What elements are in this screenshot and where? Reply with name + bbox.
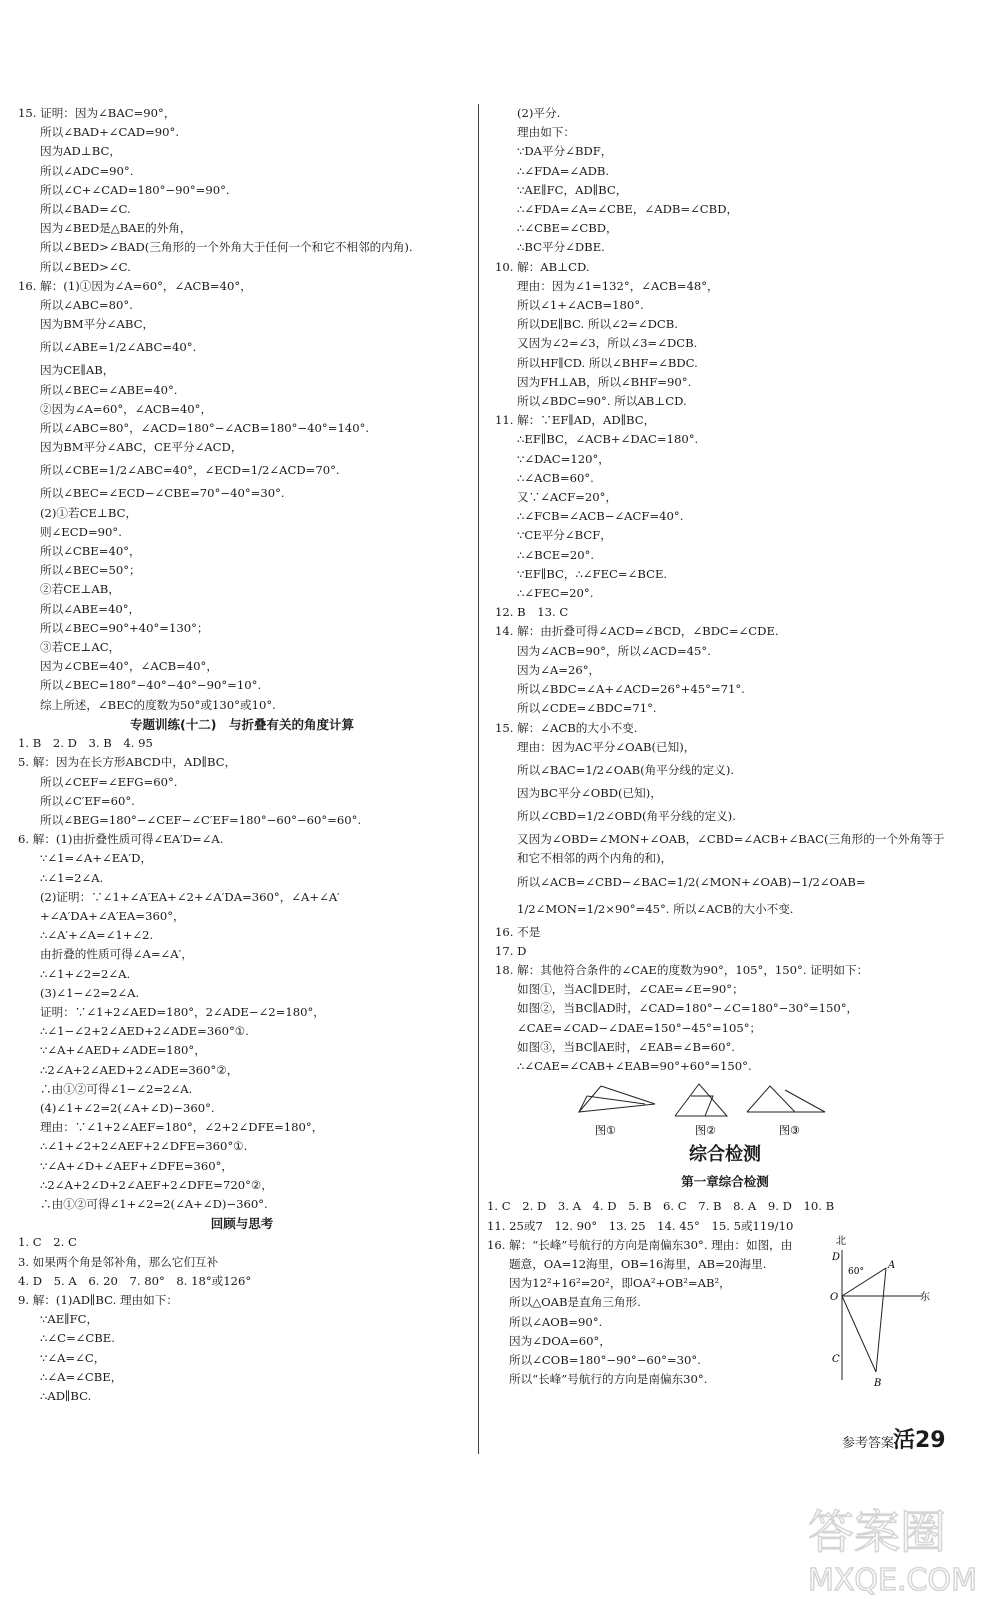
q16-line: 题意，OA=12海里，OB=16海里，AB=20海里. <box>509 1256 767 1271</box>
watermark-text-cn: 答案圈 <box>808 1505 946 1559</box>
left-line: ∴由①②可得∠1+∠2=2(∠A+∠D)−360°. <box>40 1196 268 1211</box>
right-line: ∵∠DAC=120°， <box>517 451 610 466</box>
right-line: 理由：因为AC平分∠OAB(已知)， <box>517 739 696 754</box>
left-line: 16. 解：(1)①因为∠A=60°，∠ACB=40°， <box>18 278 252 293</box>
column-divider <box>478 104 479 1454</box>
left-line: 3. 如果两个角是邻补角，那么它们互补 <box>18 1254 219 1269</box>
left-line: ∵∠1=∠A+∠EA′D， <box>40 851 153 866</box>
watermark-logo <box>790 1490 990 1600</box>
right-line: 14. 解：由折叠可得∠ACD=∠BCD，∠BDC=∠CDE. <box>495 624 779 639</box>
right-line: ∴∠ACB=60°. <box>517 470 594 485</box>
right-column <box>487 104 955 1396</box>
left-line: (3)∠1−∠2=2∠A. <box>40 985 140 1000</box>
q16-line: 因为∠DOA=60°， <box>509 1333 611 1348</box>
right-line: 因为∠ACB=90°，所以∠ACD=45°. <box>517 643 711 658</box>
left-line: 因为BM平分∠ABC，CE平分∠ACD， <box>40 440 243 455</box>
figure-caption-2: 图② <box>695 1124 716 1138</box>
right-line: 所以∠CDE=∠BDC=71°. <box>517 701 657 716</box>
right-line: 所以∠BDC=∠A+∠ACD=26°+45°=71°. <box>517 682 745 697</box>
right-line: (2)平分. <box>517 106 561 120</box>
left-line: 因为∠BED是△BAE的外角， <box>40 221 192 236</box>
figure-3 <box>747 1086 825 1112</box>
left-line: 理由：∵∠1+2∠AEF=180°，∠2+2∠DFE=180°， <box>40 1120 324 1135</box>
right-line: 所以DE∥BC. 所以∠2=∠DCB. <box>517 317 678 332</box>
right-line: 所以∠BAC=1/2∠OAB(角平分线的定义). <box>517 762 735 777</box>
point-C: C <box>832 1353 840 1365</box>
right-line: 又因为∠2=∠3，所以∠3=∠DCB. <box>517 336 698 351</box>
left-line: ∴∠1+∠2=2∠A. <box>40 966 131 981</box>
right-line: 所以HF∥CD. 所以∠BHF=∠BDC. <box>517 355 698 370</box>
left-line: 所以∠BEC=50°； <box>40 563 141 578</box>
right-line: 17. D <box>495 943 527 958</box>
left-line: 所以∠BEC=180°−40°−40°−90°=10°. <box>40 678 262 693</box>
left-line: 所以∠ABE=1/2∠ABC=40°. <box>40 340 197 355</box>
right-line: ∵DA平分∠BDF， <box>517 144 613 159</box>
point-B: B <box>874 1377 882 1389</box>
left-line: 因为∠CBE=40°，∠ACB=40°， <box>40 659 218 674</box>
left-line: 综上所述，∠BEC的度数为50°或130°或10°. <box>40 697 276 712</box>
left-line: (4)∠1+∠2=2(∠A+∠D)−360°. <box>40 1100 215 1115</box>
left-line: 则∠ECD=90°. <box>40 524 122 539</box>
right-line: ∵AE∥FC，AD∥BC， <box>517 182 628 197</box>
left-line: ∵AE∥FC， <box>40 1312 99 1327</box>
right-line: ∴∠FCB=∠ACB−∠ACF=40°. <box>517 509 684 524</box>
right-line: ∴EF∥BC，∠ACB+∠DAC=180°. <box>517 432 699 447</box>
left-line: 所以∠C′EF=60°. <box>40 793 135 808</box>
left-line: 因为AD⊥BC， <box>40 144 121 159</box>
right-line: ∴∠BCE=20°. <box>517 547 595 562</box>
footer-label: 参考答案 <box>842 1436 895 1451</box>
right-line: 10. 解：AB⊥CD. <box>495 259 590 274</box>
left-line: ∵∠A+∠AED+∠ADE=180°， <box>40 1043 206 1058</box>
right-line: 所以∠ACB=∠CBD−∠BAC=1/2(∠MON+∠OAB)−1/2∠OAB= <box>517 874 866 889</box>
q16-block <box>487 1236 955 1396</box>
left-line: 所以∠ABE=40°， <box>40 601 141 616</box>
figure-caption-1: 图① <box>595 1124 616 1138</box>
left-line: ∴∠1=2∠A. <box>40 870 104 885</box>
left-line: ∴2∠A+2∠D+2∠AEF+2∠DFE=720°②， <box>40 1177 273 1192</box>
left-line: 证明：∵∠1+2∠AED=180°，2∠ADE−∠2=180°， <box>40 1004 325 1019</box>
right-line: ∴∠FDA=∠ADB. <box>517 163 610 178</box>
right-line: 又因为∠OBD=∠MON+∠OAB，∠CBD=∠ACB+∠BAC(三角形的一个外角等于和它不相邻的两个内角的和)， <box>517 832 945 866</box>
left-line: 所以∠BED>∠BAD(三角形的一个外角大于任何一个和它不相邻的内角). <box>40 240 413 255</box>
right-line: ∵EF∥BC，∴∠FEC=∠BCE. <box>517 566 668 581</box>
left-line: ∵∠A+∠D+∠AEF+∠DFE=360°， <box>40 1158 233 1173</box>
right-line: 因为FH⊥AB，所以∠BHF=90°. <box>517 374 692 389</box>
left-line: 所以∠BAD=∠C. <box>40 202 131 217</box>
left-line: ③若CE⊥AC， <box>40 640 121 655</box>
left-line: ∵∠A=∠C， <box>40 1350 106 1365</box>
right-line: 16. 不是 <box>495 924 541 939</box>
right-line: ∴∠CAE=∠CAB+∠EAB=90°+60°=150°. <box>517 1058 752 1073</box>
compass-north: 北 <box>836 1235 846 1247</box>
figure-caption-3: 图③ <box>779 1124 800 1138</box>
section-title-comprehensive: 综合检测 <box>689 1144 761 1166</box>
watermark-text-en: MXQE.COM <box>808 1563 977 1598</box>
right-line: 如图②，当BC∥AD时，∠CAD=180°−∠C=180°−30°=150°，∠CAE=∠CAD−∠DAE=150°−45°=105°； <box>517 1001 859 1035</box>
left-line: ∴2∠A+2∠AED+2∠ADE=360°②， <box>40 1062 239 1077</box>
right-line: ∴∠FEC=20°. <box>517 586 594 601</box>
left-column <box>18 104 466 1406</box>
point-A: A <box>888 1259 896 1271</box>
compass-diagram <box>822 1230 932 1390</box>
left-line: ∴∠1+∠2+2∠AEF+2∠DFE=360°①. <box>40 1139 248 1154</box>
left-line: 6. 解：(1)由折叠性质可得∠EA′D=∠A. <box>18 832 224 847</box>
q16-line: 所以∠AOB=90°. <box>509 1314 603 1329</box>
left-line: 所以∠BEC=∠ECD−∠CBE=70°−40°=30°. <box>40 486 285 501</box>
left-line: 9. 解：(1)AD∥BC. 理由如下： <box>18 1292 178 1307</box>
right-line: 12. B 13. C <box>495 605 569 620</box>
compass-angle: 60° <box>848 1266 864 1277</box>
q16-line: 16. 解：“长峰”号航行的方向是南偏东30°. 理由：如图，由 <box>487 1237 793 1252</box>
q16-line: 因为12²+16²=20²，即OA²+OB²=AB²， <box>509 1276 731 1291</box>
right-line: 所以∠BDC=90°. 所以AB⊥CD. <box>517 394 687 409</box>
left-line: ∴∠1−∠2+2∠AED+2∠ADE=360°①. <box>40 1024 249 1039</box>
left-line: 专题训练(十二) 与折叠有关的角度计算 <box>130 716 354 732</box>
left-line: (2)①若CE⊥BC， <box>40 505 138 520</box>
left-line: ∴∠A=∠CBE， <box>40 1369 123 1384</box>
left-line: 因为BM平分∠ABC， <box>40 317 155 332</box>
right-line: ∴∠CBE=∠CBD， <box>517 221 618 236</box>
left-line: 所以∠CBE=40°， <box>40 544 141 559</box>
right-line: 1/2∠MON=1/2×90°=45°. 所以∠ACB的大小不变. <box>517 901 794 916</box>
fold-figures <box>495 1076 955 1138</box>
left-line: ∴∠A′+∠A=∠1+∠2. <box>40 928 154 943</box>
compass-east: 东 <box>920 1291 930 1303</box>
q16-line: 所以“长峰”号航行的方向是南偏东30°. <box>509 1372 708 1387</box>
right-line: 理由：因为∠1=132°，∠ACB=48°， <box>517 278 719 293</box>
left-line: 因为CE∥AB， <box>40 363 115 378</box>
right-line: ∴∠FDA=∠A=∠CBE，∠ADB=∠CBD， <box>517 202 739 217</box>
left-line: 所以∠ABC=80°. <box>40 298 133 313</box>
answers-row-1: 1. C 2. D 3. A 4. D 5. B 6. C 7. B 8. A 9. D 10. B <box>487 1199 835 1214</box>
right-line: 又∵∠ACF=20°， <box>517 490 618 505</box>
left-line: 由折叠的性质可得∠A=∠A′， <box>40 947 193 962</box>
figure-2 <box>675 1084 727 1116</box>
q16-line: 所以∠COB=180°−90°−60°=30°. <box>509 1352 701 1367</box>
left-line: 4. D 5. A 6. 20 7. 80° 8. 18°或126° <box>18 1273 252 1288</box>
right-line: 因为∠A=26°， <box>517 662 601 677</box>
left-line: 所以∠ABC=80°，∠ACD=180°−∠ACB=180°−40°=140°. <box>40 421 370 436</box>
left-line: 回顾与思考 <box>210 1216 274 1232</box>
left-line: 所以∠BEC=90°+40°=130°； <box>40 620 209 635</box>
point-O: O <box>830 1291 839 1303</box>
left-line: 所以∠ADC=90°. <box>40 163 134 178</box>
right-line: 所以∠CBD=1/2∠OBD(角平分线的定义). <box>517 809 736 824</box>
right-line: 如图①，当AC∥DE时，∠CAE=∠E=90°； <box>517 982 744 997</box>
right-line: 11. 解：∵EF∥AD，AD∥BC， <box>495 413 656 428</box>
left-line: 所以∠CEF=∠EFG=60°. <box>40 774 178 789</box>
left-line: ②因为∠A=60°，∠ACB=40°， <box>40 401 213 416</box>
left-line: ②若CE⊥AB， <box>40 582 120 597</box>
left-line: 所以∠BED>∠C. <box>40 259 131 274</box>
left-line: 所以∠BEC=∠ABE=40°. <box>40 382 178 397</box>
left-line: ∴∠C=∠CBE. <box>40 1331 115 1346</box>
left-line: 15. 证明：因为∠BAC=90°， <box>18 106 176 120</box>
right-line: 15. 解：∠ACB的大小不变. <box>495 720 638 735</box>
right-line: 所以∠1+∠ACB=180°. <box>517 298 644 313</box>
left-line: ∴AD∥BC. <box>40 1389 92 1403</box>
q16-line: 所以△OAB是直角三角形. <box>509 1295 641 1310</box>
left-line: 所以∠BAD+∠CAD=90°. <box>40 125 180 140</box>
left-line: 5. 解：因为在长方形ABCD中，AD∥BC， <box>18 755 237 770</box>
right-line: ∴BC平分∠DBE. <box>517 240 605 255</box>
right-line: 18. 解：其他符合条件的∠CAE的度数为90°，105°，150°. 证明如下： <box>495 962 869 977</box>
left-line: 1. B 2. D 3. B 4. 95 <box>18 736 153 751</box>
figure-1 <box>579 1086 655 1112</box>
left-line: ∴由①②可得∠1−∠2=2∠A. <box>40 1081 193 1096</box>
page-number: 活29 <box>893 1428 946 1453</box>
point-D: D <box>832 1251 841 1263</box>
left-line: 1. C 2. C <box>18 1235 77 1250</box>
section-subtitle-chapter1: 第一章综合检测 <box>681 1174 769 1190</box>
right-line: ∵CE平分∠BCF， <box>517 528 612 543</box>
right-line: 因为BC平分∠OBD(已知)， <box>517 785 662 800</box>
left-line: (2)证明：∵∠1+∠A′EA+∠2+∠A′DA=360°，∠A+∠A′+∠A′DA+∠A′EA=360°， <box>40 889 340 923</box>
right-line: 如图③，当BC∥AE时，∠EAB=∠B=60°. <box>517 1039 735 1054</box>
left-line: 所以∠BEG=180°−∠CEF−∠C′EF=180°−60°−60°=60°. <box>40 812 362 827</box>
left-line: 所以∠CBE=1/2∠ABC=40°，∠ECD=1/2∠ACD=70°. <box>40 463 340 478</box>
left-line: 所以∠C+∠CAD=180°−90°=90°. <box>40 182 230 197</box>
answers-row-2: 11. 25或7 12. 90° 13. 25 14. 45° 15. 5或119/10 <box>487 1218 794 1233</box>
right-line: 理由如下： <box>517 125 575 140</box>
